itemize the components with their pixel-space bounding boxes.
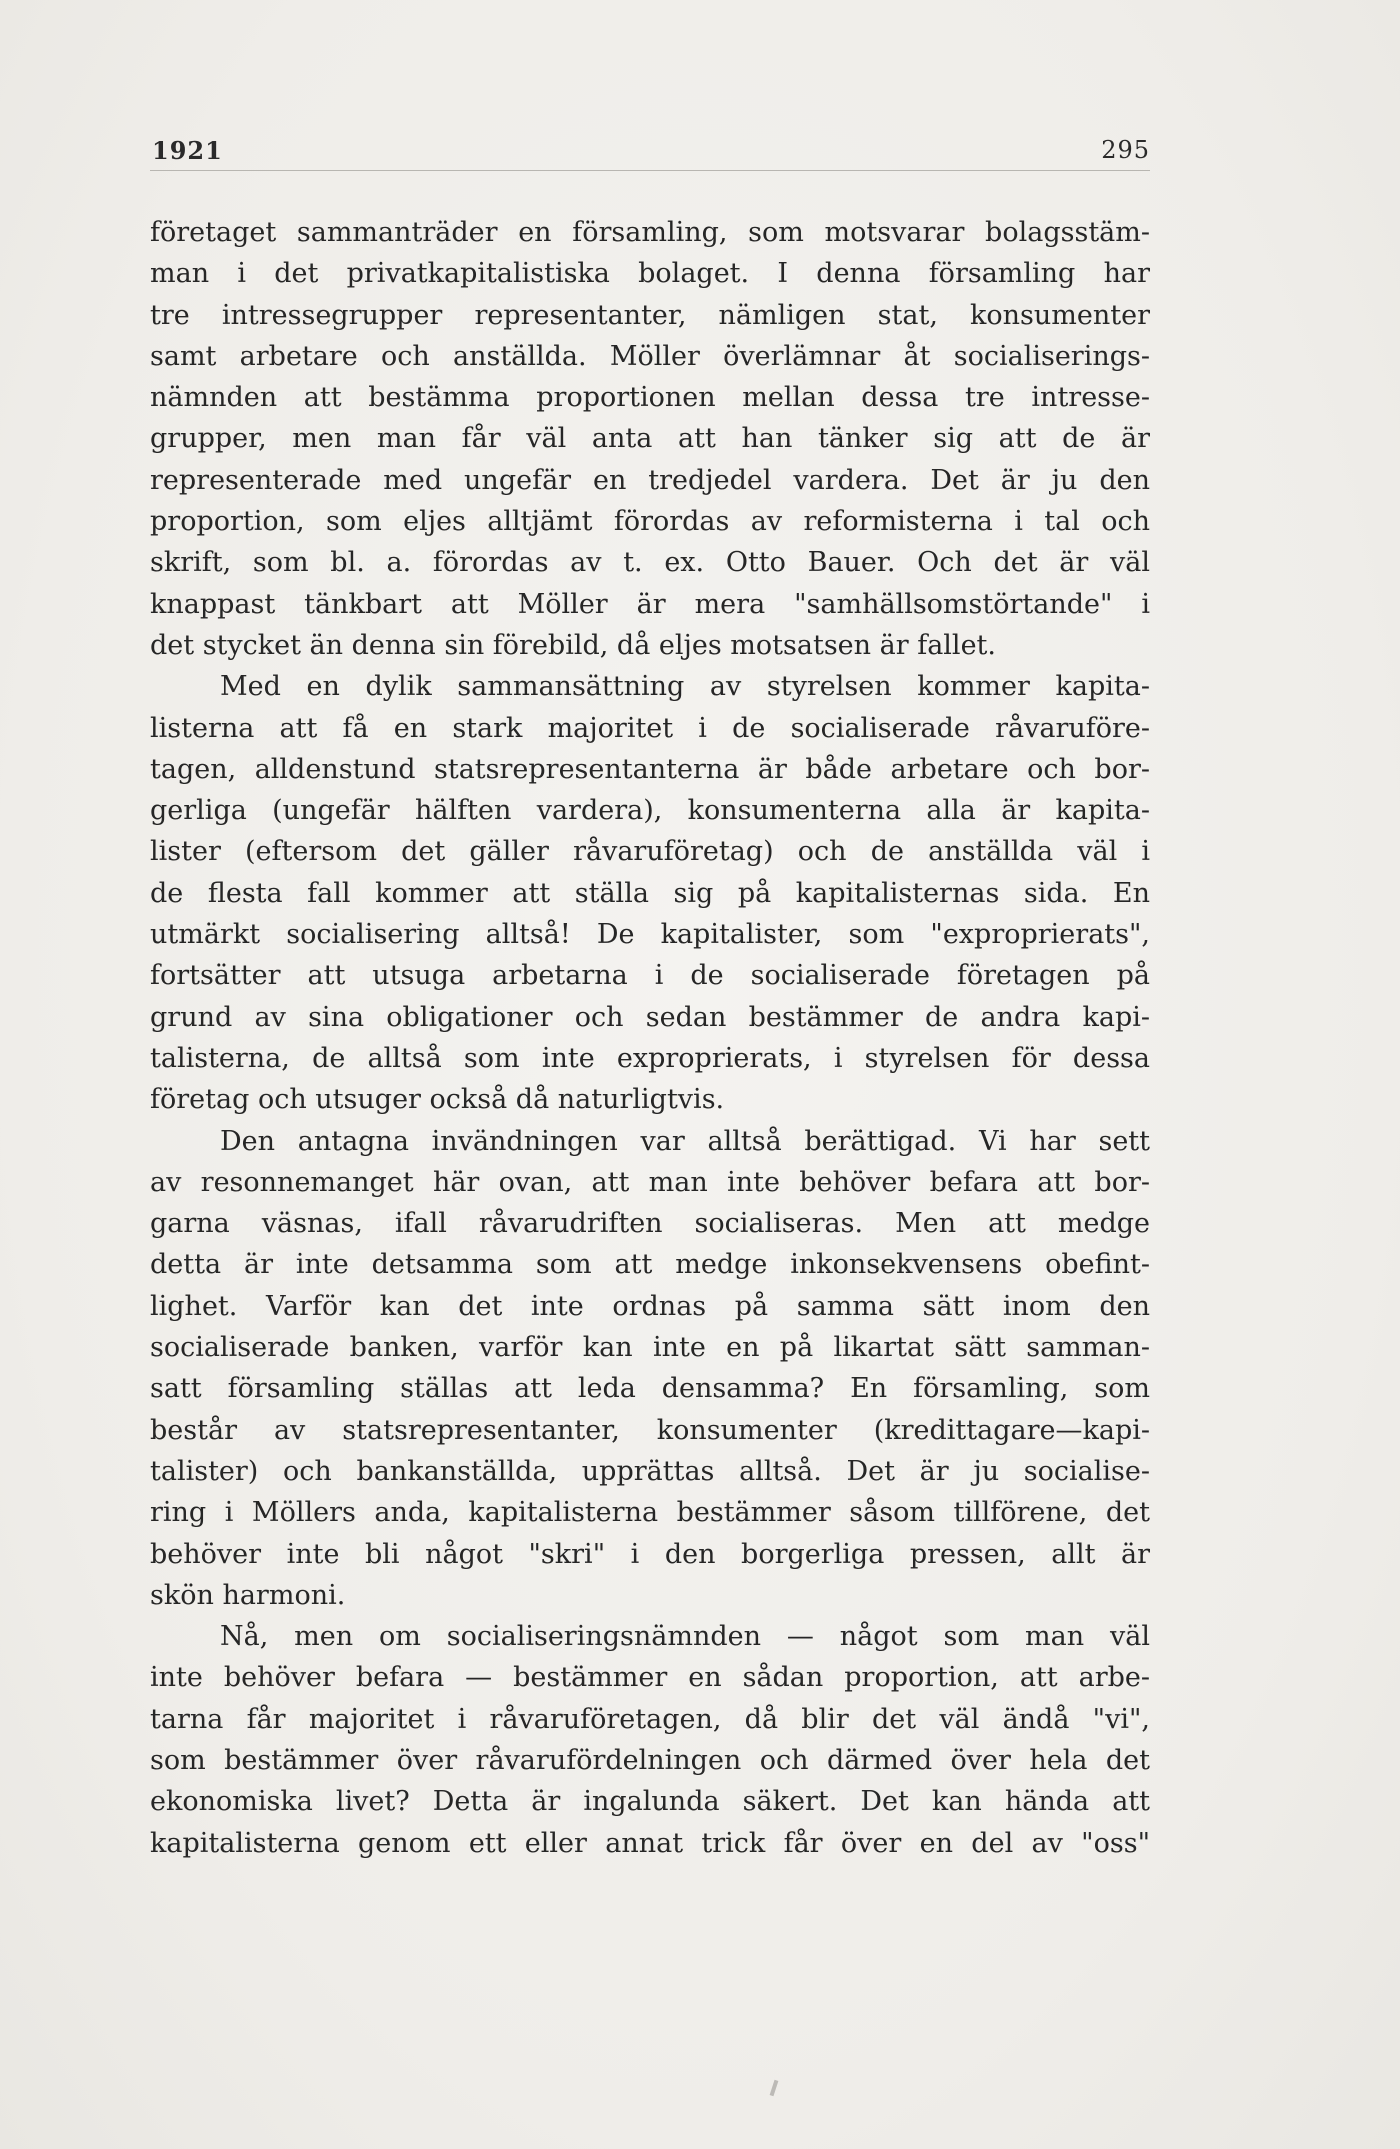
- text-line: grund av sina obligationer och sedan bestämmer de andra kapi-: [150, 1001, 1150, 1033]
- text-line: Med en dylik sammansättning av styrelsen kommer kapita-: [220, 671, 1150, 703]
- text-line: representerade med ungefär en tredjedel vardera. Det är ju den: [150, 464, 1150, 496]
- text-line: kapitalisterna genom ett eller annat trick får över en del av "oss": [150, 1827, 1150, 1859]
- text-line: ekonomiska livet? Detta är ingalunda säkert. Det kan hända att: [150, 1786, 1150, 1818]
- text-line: nämnden att bestämma proportionen mellan dessa tre intresse-: [150, 382, 1150, 414]
- text-line: behöver inte bli något "skri" i den borgerliga pressen, allt är: [150, 1538, 1150, 1570]
- text-line: talister) och bankanställda, upprättas alltså. Det är ju socialise-: [150, 1455, 1150, 1487]
- text-line: garna väsnas, ifall råvarudriften socialiseras. Men att medge: [150, 1208, 1150, 1240]
- text-line: satt församling ställas att leda densamma? En församling, som: [150, 1373, 1150, 1405]
- text-line: skön harmoni.: [150, 1579, 346, 1611]
- body-text: [150, 212, 1150, 1864]
- text-line: består av statsrepresentanter, konsumenter (kredittagare—kapi-: [150, 1414, 1150, 1446]
- text-line: grupper, men man får väl anta att han tänker sig att de är: [150, 423, 1150, 455]
- text-line: utmärkt socialisering alltså! De kapitalister, som "exproprierats",: [150, 919, 1150, 951]
- text-line: samt arbetare och anställda. Möller överlämnar åt socialiserings-: [150, 340, 1150, 372]
- text-line: gerliga (ungefär hälften vardera), konsumenterna alla är kapita-: [150, 795, 1150, 827]
- text-line: Nå, men om socialiseringsnämnden — något som man väl: [220, 1621, 1150, 1653]
- text-line: listerna att få en stark majoritet i de socialiserade råvaruföre-: [150, 712, 1150, 744]
- text-line: man i det privatkapitalistiska bolaget. I denna församling har: [150, 258, 1150, 290]
- text-line: skrift, som bl. a. förordas av t. ex. Otto Bauer. Och det är väl: [150, 547, 1150, 579]
- paper-mark: [770, 2080, 779, 2096]
- text-line: tre intressegrupper representanter, nämligen stat, konsumenter: [150, 299, 1150, 331]
- text-line: lighet. Varför kan det inte ordnas på samma sätt inom den: [150, 1290, 1150, 1322]
- text-line: fortsätter att utsuga arbetarna i de socialiserade företagen på: [150, 960, 1150, 992]
- text-line: av resonnemanget här ovan, att man inte behöver befara att bor-: [150, 1166, 1150, 1198]
- text-line: det stycket än denna sin förebild, då eljes motsatsen är fallet.: [150, 629, 996, 661]
- text-line: företaget sammanträder en församling, som motsvarar bolagsstäm-: [150, 217, 1150, 248]
- text-line: företag och utsuger också då naturligtvis.: [150, 1084, 725, 1116]
- text-line: Den antagna invändningen var alltså berättigad. Vi har sett: [220, 1125, 1150, 1157]
- text-line: som bestämmer över råvarufördelningen och därmed över hela det: [150, 1744, 1150, 1776]
- text-line: tarna får majoritet i råvaruföretagen, då blir det väl ändå "vi",: [150, 1703, 1150, 1735]
- text-line: knappast tänkbart att Möller är mera "samhällsomstörtande" i: [150, 588, 1150, 620]
- page-number: 295: [1101, 136, 1150, 164]
- text-line: lister (eftersom det gäller råvaruföretag) och de anställda väl i: [150, 836, 1150, 868]
- text-line: tagen, alldenstund statsrepresentanterna är både arbetare och bor-: [150, 753, 1150, 785]
- text-line: inte behöver befara — bestämmer en sådan proportion, att arbe-: [150, 1662, 1150, 1694]
- text-line: de flesta fall kommer att ställa sig på kapitalisternas sida. En: [150, 877, 1150, 909]
- running-head: [150, 130, 1150, 171]
- text-line: socialiserade banken, varför kan inte en på likartat sätt samman-: [150, 1332, 1150, 1364]
- text-line: detta är inte detsamma som att medge inkonsekvensens obefint-: [150, 1249, 1150, 1281]
- text-line: talisterna, de alltså som inte exproprierats, i styrelsen för dessa: [150, 1042, 1150, 1074]
- text-line: proportion, som eljes alltjämt förordas av reformisterna i tal och: [150, 506, 1150, 538]
- header-year: 1921: [152, 136, 223, 165]
- text-line: ring i Möllers anda, kapitalisterna bestämmer såsom tillförene, det: [150, 1497, 1150, 1529]
